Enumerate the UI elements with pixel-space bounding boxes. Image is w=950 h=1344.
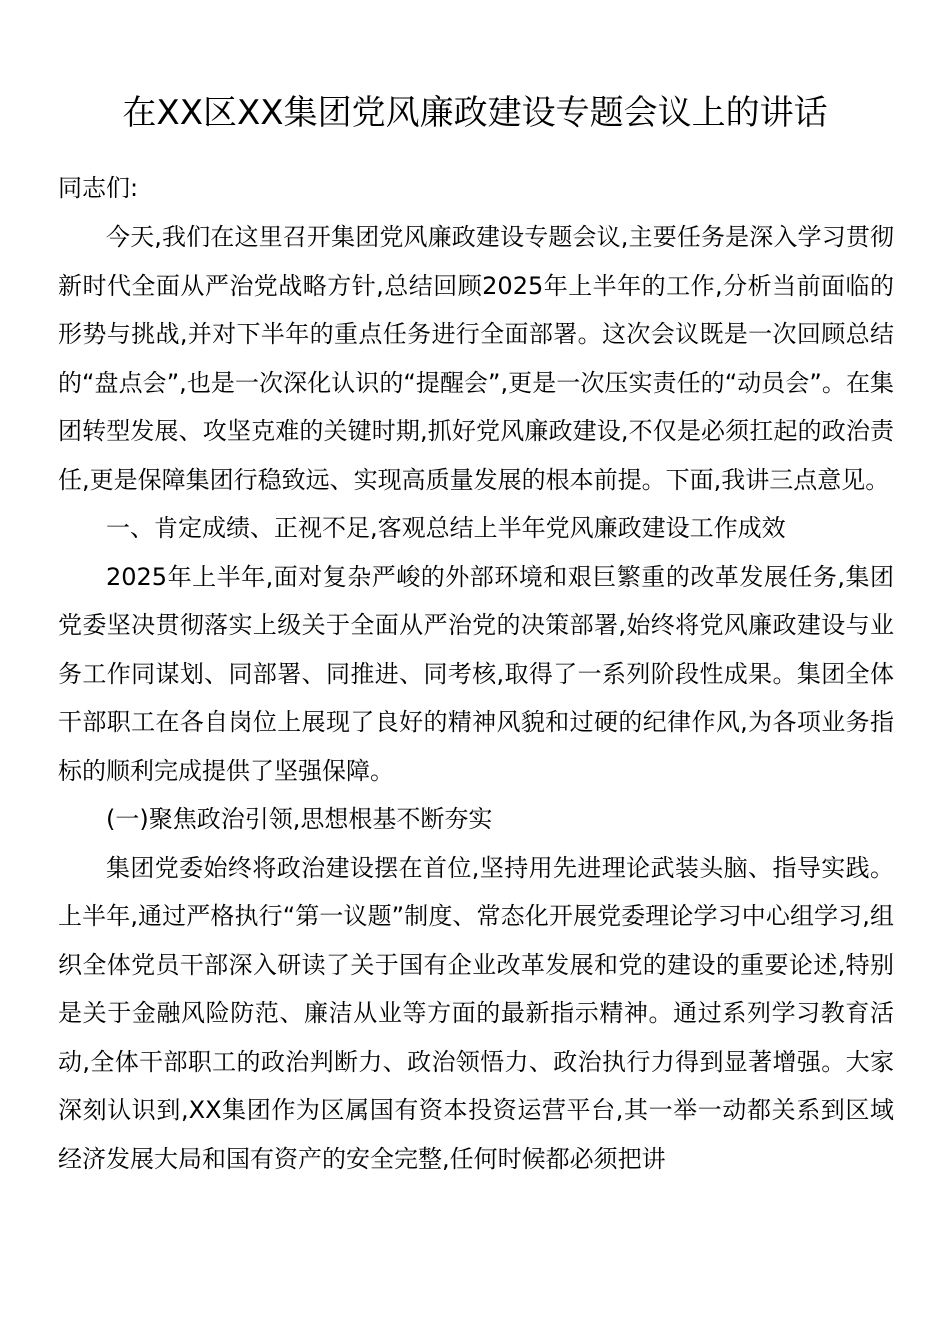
subsection-heading-1: (一)聚焦政治引领,思想根基不断夯实 [106, 805, 493, 833]
document-title: 在XX区XX集团党风廉政建设专题会议上的讲话 [122, 92, 828, 133]
document-body [58, 213, 894, 1183]
salutation: 同志们: [58, 174, 139, 202]
paragraph-intro: 今天,我们在这里召开集团党风廉政建设专题会议,主要任务是深入学习贯彻新时代全面从严治党战略方针,总结回顾2025年上半年的工作,分析当前面临的形势与挑战,并对下半年的重点任务进行全面部署。这次会议既是一次回顾总结的“盘点会”,也是一次深化认识的“提醒会”,更是一次压实责任的“动员会”。在集团转型发展、攻坚克难的关键时期,抓好党风廉政建设,不仅是必须扛起的政治责任,更是保障集团行稳致远、实现高质量发展的根本前提。下面,我讲三点意见。 [58, 223, 894, 494]
paragraph-section-1: 2025年上半年,面对复杂严峻的外部环境和艰巨繁重的改革发展任务,集团党委坚决贯彻落实上级关于全面从严治党的决策部署,始终将党风廉政建设与业务工作同谋划、同部署、同推进、同考核,取得了一系列阶段性成果。集团全体干部职工在各自岗位上展现了良好的精神风貌和过硬的纪律作风,为各项业务指标的顺利完成提供了坚强保障。 [58, 562, 894, 785]
section-heading-1: 一、肯定成绩、正视不足,客观总结上半年党风廉政建设工作成效 [106, 514, 786, 542]
paragraph-subsection-1: 集团党委始终将政治建设摆在首位,坚持用先进理论武装头脑、指导实践。上半年,通过严格执行“第一议题”制度、常态化开展党委理论学习中心组学习,组织全体党员干部深入研读了关于国有企业改革发展和党的建设的重要论述,特别是关于金融风险防范、廉洁从业等方面的最新指示精神。通过系列学习教育活动,全体干部职工的政治判断力、政治领悟力、政治执行力得到显著增强。大家深刻认识到,XX集团作为区属国有资本投资运营平台,其一举一动都关系到区域经济发展大局和国有资产的安全完整,任何时候都必须把讲 [58, 853, 894, 1173]
